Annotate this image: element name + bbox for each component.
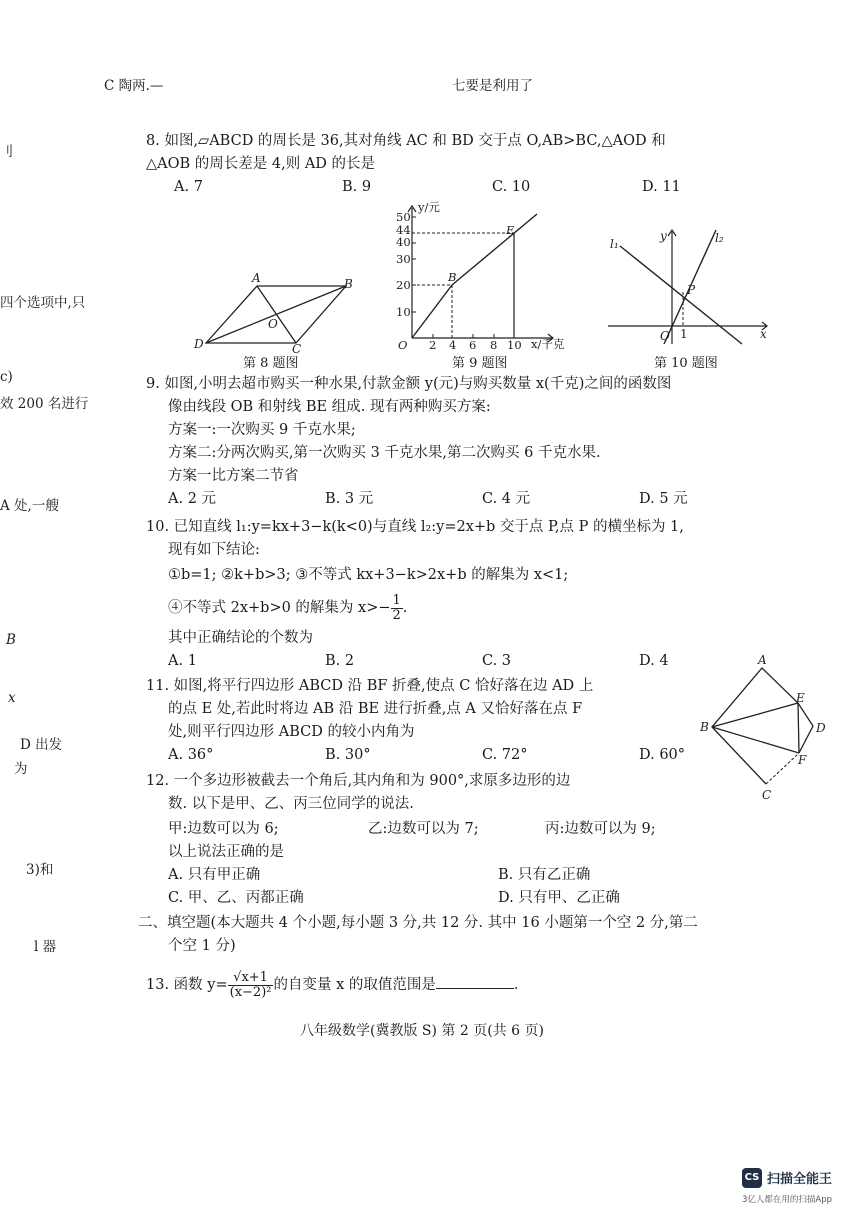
question-12-line: 以上说法正确的是 (168, 844, 284, 860)
question-13-fraction: $\frac{√x+1}{\text{(x−2)²}}$ (229, 969, 272, 1000)
question-12 (146, 770, 836, 910)
x-axis-label: x/千克 (531, 337, 565, 350)
conclusion-4-text: ④不等式 2x+b>0 的解集为 x>− (168, 600, 391, 616)
label-d: D (816, 721, 826, 735)
section-2-line: 个空 1 分) (168, 938, 236, 954)
label-o: O (660, 329, 670, 343)
margin-fragment: 为 (14, 761, 28, 777)
question-10-line: 现有如下结论: (168, 542, 260, 558)
margin-fragment: x (8, 690, 16, 706)
y-tick: 44 (396, 223, 411, 237)
y-tick: 50 (396, 210, 411, 224)
question-13-suffix: 的自变量 x 的取值范围是 (273, 977, 436, 993)
option-d: D. 5 元 (639, 491, 688, 507)
question-9-line: 方案一比方案二节省 (168, 468, 299, 484)
option-c: C. 10 (492, 179, 531, 195)
question-9-options (146, 488, 836, 511)
margin-fragment: 效 200 名进行 (0, 396, 89, 412)
opinion-yi: 乙:边数可以为 7; (368, 821, 479, 837)
segment-be (712, 703, 798, 727)
question-11-line: 处,则平行四边形 ABCD 的较小内角为 (168, 724, 415, 740)
question-13: 13. 函数 y= $\frac{√x+1}{\text{(x−2)²}}$ 的自变量 x 的取值范围是 . (146, 969, 519, 1000)
question-12-line: 12. 一个多边形被截去一个角后,其内角和为 900°,求原多边形的边 (146, 773, 571, 789)
y-axis-label: y/元 (418, 200, 440, 214)
option-d: D. 只有甲、乙正确 (498, 890, 620, 906)
figure-9-caption: 第 9 题图 (452, 356, 508, 371)
question-12-line: 数. 以下是甲、乙、丙三位同学的说法. (168, 796, 414, 812)
watermark-subtitle: 3亿人都在用的扫描App (742, 1195, 833, 1205)
option-d: D. 4 (639, 653, 669, 669)
figure-9-graph (390, 198, 580, 350)
option-b: B. 30° (325, 747, 371, 763)
option-c: C. 3 (482, 653, 512, 669)
page-footer: 八年级数学(冀教版 S) 第 2 页(共 6 页) (300, 1023, 544, 1039)
label-x: x (760, 327, 767, 341)
margin-fragment: c) (0, 369, 13, 385)
point-b-label: B (448, 270, 457, 284)
question-10 (146, 516, 836, 673)
section-2-heading (138, 912, 828, 958)
label-f: F (798, 753, 807, 767)
figure-10-lines (600, 220, 780, 348)
x-tick: 4 (449, 338, 457, 350)
option-c: C. 72° (482, 747, 528, 763)
question-9-line: 方案二:分两次购买,第一次购买 3 千克水果,第二次购买 6 千克水果. (168, 445, 601, 461)
figure-10-caption: 第 10 题图 (654, 356, 718, 371)
label-a: A (758, 653, 767, 667)
point-e-label: E (506, 223, 515, 237)
option-a: A. 36° (168, 747, 214, 763)
question-11-line: 的点 E 处,若此时将边 AB 沿 BE 进行折叠,点 A 又恰好落在点 F (168, 701, 583, 717)
question-10-line: 其中正确结论的个数为 (168, 630, 313, 646)
margin-fragment: D 出发 (20, 737, 63, 753)
origin-label: O (398, 338, 408, 350)
question-8-options (146, 176, 836, 199)
label-l1: l₁ (610, 237, 619, 251)
y-tick: 10 (396, 305, 411, 319)
section-2-line: 二、填空题(本大题共 4 个小题,每小题 3 分,共 12 分. 其中 16 小题第一个空 2 分,第二 (138, 915, 698, 931)
question-10-line: ①b=1; ②k+b>3; ③不等式 kx+3−k>2x+b 的解集为 x<1; (168, 567, 569, 583)
option-d: D. 60° (639, 747, 686, 763)
question-13-prefix: 13. 函数 y= (146, 977, 228, 993)
segment-ef (798, 703, 799, 753)
label-l2: l₂ (715, 231, 724, 245)
header-fragment-left: C 陶两.— (104, 78, 164, 94)
question-8-line: 8. 如图,▱ABCD 的周长是 36,其对角线 AC 和 BD 交于点 O,AB>BC,△AOD 和 (146, 133, 666, 149)
ray-be (452, 214, 537, 285)
option-b: B. 只有乙正确 (498, 867, 591, 883)
label-d: D (194, 337, 204, 351)
opinion-bing: 丙:边数可以为 9; (545, 821, 656, 837)
question-12-opinions (146, 818, 836, 841)
label-a: A (252, 271, 261, 285)
margin-fragment: l 器 (34, 939, 57, 955)
question-12-options-row2 (146, 887, 836, 910)
label-b: B (700, 720, 709, 734)
header-fragment-right: 七要是利用了 (452, 78, 533, 94)
option-d: D. 11 (642, 179, 681, 195)
option-a: A. 只有甲正确 (168, 867, 261, 883)
x-tick: 2 (429, 338, 437, 350)
option-a: A. 7 (174, 179, 203, 195)
question-9-line: 像由线段 OB 和射线 BE 组成. 现有两种购买方案: (168, 399, 491, 415)
option-c: C. 4 元 (482, 491, 531, 507)
question-10-line-4: ④不等式 2x+b>0 的解集为 x>− $\frac{1}{2}$ . (168, 592, 408, 623)
label-e: E (796, 691, 805, 705)
segment-ob (412, 285, 452, 338)
x-tick: 6 (469, 338, 477, 350)
question-10-line: 10. 已知直线 l₁:y=kx+3−k(k<0)与直线 l₂:y=2x+b 交于点 P,点 P 的横坐标为 1, (146, 519, 684, 535)
watermark-title: 扫描全能王 (767, 1172, 833, 1187)
label-o: O (268, 317, 278, 331)
label-p: P (687, 283, 696, 297)
question-12-options-row1 (146, 864, 836, 887)
question-8-line: △AOB 的周长差是 4,则 AD 的长是 (146, 156, 376, 172)
label-y: y (660, 229, 667, 243)
question-9-line: 方案一:一次购买 9 千克水果; (168, 422, 356, 438)
label-c: C (762, 788, 772, 802)
margin-fragment: 四个选项中,只 (0, 295, 86, 311)
option-b: B. 3 元 (325, 491, 374, 507)
question-11-line: 11. 如图,将平行四边形 ABCD 沿 BF 折叠,使点 C 恰好落在边 AD 上 (146, 678, 594, 694)
option-c: C. 甲、乙、丙都正确 (168, 890, 304, 906)
option-a: A. 2 元 (168, 491, 217, 507)
y-tick: 20 (396, 278, 411, 292)
margin-fragment: B (6, 632, 16, 648)
scanner-logo-icon: CS (742, 1168, 762, 1188)
label-one: 1 (680, 327, 688, 341)
option-b: B. 9 (342, 179, 372, 195)
option-b: B. 2 (325, 653, 355, 669)
question-9-line: 9. 如图,小明去超市购买一种水果,付款金额 y(元)与购买数量 x(千克)之间的函数图 (146, 376, 672, 392)
y-tick: 40 (396, 235, 411, 249)
figure-8-parallelogram (190, 270, 370, 355)
y-tick: 30 (396, 252, 411, 266)
x-tick: 10 (507, 338, 522, 350)
figure-8-caption: 第 8 题图 (243, 356, 299, 371)
option-a: A. 1 (168, 653, 197, 669)
question-9 (146, 373, 836, 511)
diagonal-bd (206, 286, 346, 343)
margin-fragment: 刂 (0, 144, 14, 160)
label-b: B (344, 277, 353, 291)
opinion-jia: 甲:边数可以为 6; (168, 821, 279, 837)
question-8 (146, 130, 836, 199)
answer-blank[interactable] (436, 974, 514, 989)
margin-fragment: 3)和 (26, 862, 54, 878)
fraction-one-half: $\frac{1}{2}$ (392, 592, 401, 623)
x-tick: 8 (490, 338, 498, 350)
margin-fragment: A 处,一艘 (0, 498, 59, 514)
label-c: C (292, 342, 302, 355)
